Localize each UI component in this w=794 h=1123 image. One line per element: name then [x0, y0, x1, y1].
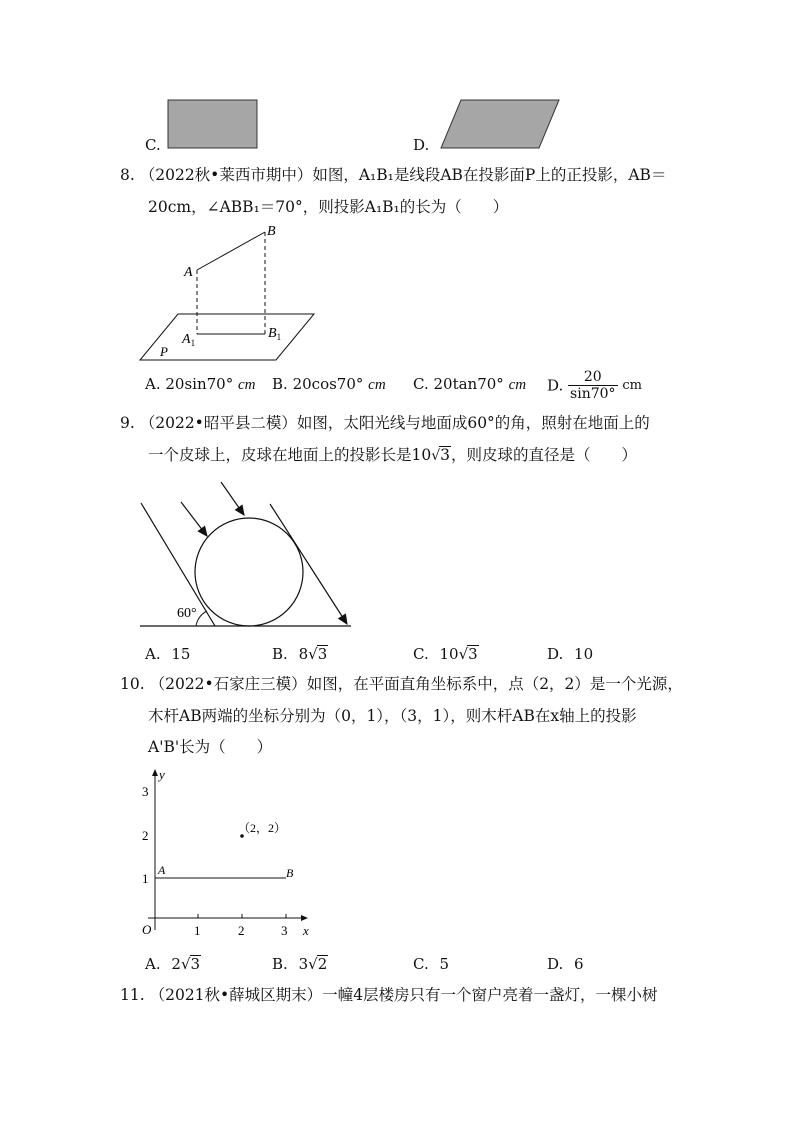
- q9-text-line2b: ，则皮球的直径是（ ）: [451, 446, 638, 464]
- q10-x-label: x: [303, 923, 309, 938]
- q10-option-b: B. 3√2: [272, 955, 328, 973]
- q10-origin: O: [142, 922, 152, 937]
- q10-option-a-sqrt: 3: [190, 955, 201, 973]
- q10-option-d-letter: D.: [547, 955, 564, 973]
- q9-option-c-coef: 10: [439, 645, 459, 663]
- q9-source: （2022•昭平县二模）: [139, 414, 297, 432]
- q10-option-b-coef: 3: [298, 955, 309, 973]
- q9-option-d-value: 10: [574, 645, 594, 663]
- q11-source: （2021秋•薛城区期末）: [149, 986, 323, 1004]
- q9-option-b-sqrt: 3: [317, 645, 328, 663]
- q7-option-c-letter: C.: [145, 136, 161, 154]
- q8-option-d-numerator: 20: [568, 369, 618, 386]
- q9-line2: 一个皮球上，皮球在地面上的投影长是10√3，则皮球的直径是（ ）: [148, 446, 638, 464]
- q10-source: （2022•石家庄三模）: [149, 675, 307, 693]
- q11-text-line1: 一幢4层楼房只有一个窗户亮着一盏灯，一棵小树: [322, 986, 658, 1004]
- q10-text-line1: 如图，在平面直角坐标系中，点（2，2）是一个光源，: [306, 675, 683, 693]
- q10-label-b: B: [286, 866, 294, 880]
- q10-option-a-coef: 2: [171, 955, 181, 973]
- q8-option-b-unit: cm: [368, 377, 386, 393]
- q10-option-b-letter: B.: [272, 955, 288, 973]
- q8-text-line1: 如图，A₁B₁是线段AB在投影面P上的正投影，AB＝: [312, 166, 667, 184]
- q8-label-p: P: [160, 344, 168, 359]
- q10-option-c-value: 5: [439, 955, 450, 973]
- q8-source: （2022秋•莱西市期中）: [139, 166, 313, 184]
- q10-x-tick-2: 2: [238, 923, 245, 938]
- q9-option-d-letter: D.: [547, 645, 564, 663]
- q9-option-c-letter: C.: [413, 645, 429, 663]
- q10-y-tick-2: 2: [142, 828, 149, 843]
- q8-option-c-value: 20tan70°: [433, 375, 504, 393]
- q8-text-line2: 20cm，∠ABB₁＝70°，则投影A₁B₁的长为（ ）: [148, 198, 509, 216]
- q8-option-b-value: 20cos70°: [292, 375, 364, 393]
- q10-option-d: [547, 955, 584, 973]
- q9-option-b-coef: 8: [298, 645, 309, 663]
- q8-option-d-letter: D.: [547, 376, 564, 395]
- q8-option-d-unit: cm: [622, 378, 642, 393]
- q9-option-b-letter: B.: [272, 645, 288, 663]
- q8-option-c-unit: cm: [508, 377, 527, 393]
- q8-option-a-unit: cm: [238, 377, 256, 393]
- q8-option-d-denominator: sin70°: [570, 386, 616, 402]
- q9-sqrt-value: 3: [440, 446, 451, 464]
- q10-label-a: A: [158, 863, 166, 877]
- q9-option-a-value: 15: [171, 645, 191, 663]
- q10-number: 10.: [120, 675, 145, 693]
- q8-label-a: A: [184, 265, 193, 280]
- q10-option-b-sqrt: 2: [317, 955, 328, 973]
- q10-y-tick-1: 1: [142, 871, 149, 886]
- q10-text-line2: 木杆AB两端的坐标分别为（0，1），（3，1），则木杆AB在x轴上的投影: [148, 707, 637, 725]
- q10-light-label: （2，2）: [238, 821, 287, 835]
- q9-number: 9.: [120, 414, 135, 432]
- q11-line1: [120, 979, 658, 1011]
- q8-option-c-letter: C.: [413, 375, 429, 393]
- q10-x-tick-3: 3: [281, 923, 288, 938]
- q9-option-b: B. 8√3: [272, 645, 328, 663]
- q11-number: 11.: [120, 986, 145, 1004]
- q10-text-line3: A'B'长为（ ）: [148, 738, 273, 756]
- q10-y-label: y: [159, 767, 165, 782]
- q10-option-c-letter: C.: [413, 955, 429, 973]
- q9-text-line2a: 一个皮球上，皮球在地面上的投影长是10: [148, 446, 432, 464]
- q10-x-tick-1: 1: [194, 923, 201, 938]
- q8-label-b1: $B_1$: [268, 326, 282, 342]
- q8-label-b: B: [267, 224, 276, 239]
- q10-option-a: A. 2√3: [145, 955, 201, 973]
- q9-option-c-sqrt: 3: [468, 645, 478, 663]
- q8-option-a-letter: A.: [145, 375, 161, 393]
- q9-text-line1: 如图，太阳光线与地面成60°的角，照射在地面上的: [296, 414, 650, 432]
- q8-option-a-value: 20sin70°: [165, 375, 234, 393]
- q8-option-b-letter: B.: [272, 375, 288, 393]
- q10-option-a-letter: A.: [145, 955, 161, 973]
- q10-y-tick-3: 3: [142, 784, 149, 799]
- q9-option-a-letter: A.: [145, 645, 161, 663]
- q9-option-c: C. 10√3: [413, 645, 478, 663]
- q10-option-c: [413, 955, 449, 973]
- q10-option-d-value: 6: [574, 955, 584, 973]
- q9-angle-label: 60°: [177, 606, 197, 621]
- q8-label-a1: $A_1$: [182, 332, 196, 348]
- q8-number: 8.: [120, 166, 135, 184]
- q7-option-d-letter: D.: [413, 136, 430, 154]
